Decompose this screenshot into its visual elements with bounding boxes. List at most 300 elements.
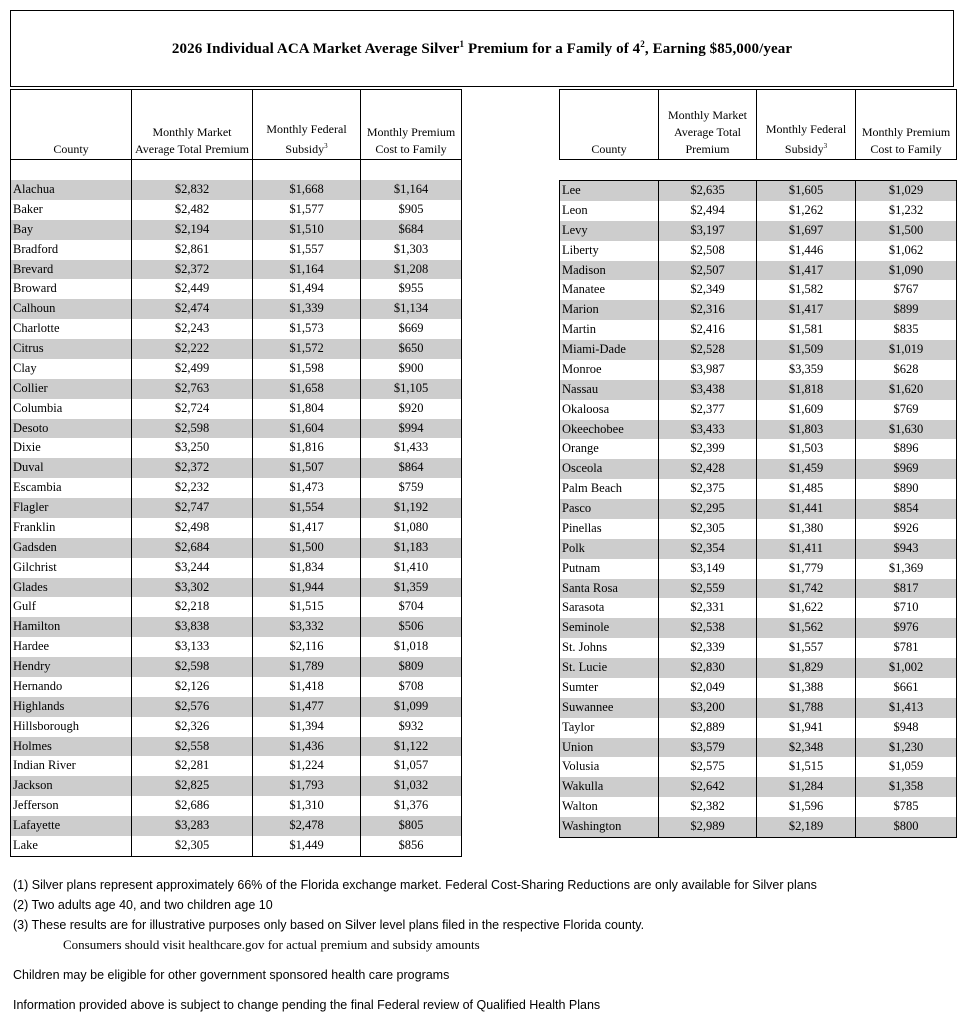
cost-cell: $1,413 (856, 698, 957, 718)
total-premium-cell: $3,244 (132, 558, 253, 578)
county-cell: Indian River (11, 756, 132, 776)
subsidy-cell: $1,604 (253, 419, 361, 439)
county-cell: St. Lucie (560, 658, 659, 678)
table-row (560, 380, 957, 400)
total-premium-cell: $2,684 (132, 538, 253, 558)
cost-cell: $817 (856, 579, 957, 599)
subsidy-cell: $1,788 (757, 698, 856, 718)
total-premium-cell: $2,825 (132, 776, 253, 796)
county-cell: Manatee (560, 280, 659, 300)
total-premium-cell: $3,200 (659, 698, 757, 718)
title-box (10, 10, 954, 87)
cost-cell: $854 (856, 499, 957, 519)
subsidy-cell: $1,394 (253, 717, 361, 737)
subsidy-cell: $1,789 (253, 657, 361, 677)
table-row (560, 777, 957, 797)
total-premium-cell: $2,498 (132, 518, 253, 538)
cost-cell: $905 (361, 200, 462, 220)
footnotes (13, 875, 953, 1015)
table-row (11, 339, 462, 359)
county-cell: Alachua (11, 180, 132, 200)
county-cell: Duval (11, 458, 132, 478)
cost-cell: $1,032 (361, 776, 462, 796)
subsidy-cell: $1,494 (253, 279, 361, 299)
total-premium-cell: $2,449 (132, 279, 253, 299)
cost-cell: $943 (856, 539, 957, 559)
table-row (11, 438, 462, 458)
table-row (11, 578, 462, 598)
cost-cell: $1,620 (856, 380, 957, 400)
cost-cell: $769 (856, 400, 957, 420)
table-row (11, 260, 462, 280)
total-premium-cell: $2,724 (132, 399, 253, 419)
cost-cell: $1,099 (361, 697, 462, 717)
county-cell: Lafayette (11, 816, 132, 836)
total-premium-cell: $2,499 (132, 359, 253, 379)
county-cell: Palm Beach (560, 479, 659, 499)
subsidy-cell: $2,116 (253, 637, 361, 657)
table-row (11, 240, 462, 260)
county-cell: Santa Rosa (560, 579, 659, 599)
subsidy-cell: $1,562 (757, 618, 856, 638)
subsidy-cell: $1,793 (253, 776, 361, 796)
table-row (11, 458, 462, 478)
disclaimer-note: Information provided above is subject to change pending the final Federal review of Qualified Health Plans (13, 998, 601, 1012)
table-row (11, 597, 462, 617)
subsidy-cell: $1,804 (253, 399, 361, 419)
subsidy-cell: $2,478 (253, 816, 361, 836)
total-premium-cell: $2,222 (132, 339, 253, 359)
table-row (560, 340, 957, 360)
table-row (11, 220, 462, 240)
subsidy-cell: $1,441 (757, 499, 856, 519)
cost-cell: $856 (361, 836, 462, 856)
total-premium-cell: $2,382 (659, 797, 757, 817)
total-premium-cell: $2,528 (659, 340, 757, 360)
county-cell: Hamilton (11, 617, 132, 637)
cost-cell: $1,359 (361, 578, 462, 598)
county-cell: Martin (560, 320, 659, 340)
county-cell: Citrus (11, 339, 132, 359)
cost-cell: $1,134 (361, 299, 462, 319)
county-cell: Brevard (11, 260, 132, 280)
subsidy-cell: $1,459 (757, 459, 856, 479)
total-premium-cell: $2,372 (132, 260, 253, 280)
table-row (560, 360, 957, 380)
county-cell: Charlotte (11, 319, 132, 339)
table-row (560, 241, 957, 261)
table-row (11, 737, 462, 757)
subsidy-cell: $1,515 (253, 597, 361, 617)
cost-cell: $708 (361, 677, 462, 697)
table-row (560, 718, 957, 738)
table-row (11, 200, 462, 220)
table-row (11, 279, 462, 299)
table-row (11, 498, 462, 518)
subsidy-cell: $3,332 (253, 617, 361, 637)
page-title: 2026 Individual ACA Market Average Silver$^1$ Premium for a Family of $4^2$, Earning $85,000/year (171, 39, 793, 57)
table-row (11, 399, 462, 419)
spacer-cell (659, 160, 757, 181)
subsidy-cell: $1,622 (757, 598, 856, 618)
total-premium-cell: $2,218 (132, 597, 253, 617)
cost-cell: $926 (856, 519, 957, 539)
county-cell: Lake (11, 836, 132, 856)
cost-header: Monthly Premium Cost to Family (856, 90, 957, 160)
total-premium-cell: $2,474 (132, 299, 253, 319)
cost-cell: $1,433 (361, 438, 462, 458)
subsidy-cell: $1,473 (253, 478, 361, 498)
table-row (11, 359, 462, 379)
cost-cell: $800 (856, 817, 957, 837)
footnote-1: (1) Silver plans represent approximately 66% of the Florida exchange market. Federal Cost-Sharing Reductions are only available for Silver plans (13, 878, 817, 892)
subsidy-cell: $1,941 (757, 718, 856, 738)
subsidy-cell: $1,697 (757, 221, 856, 241)
total-premium-cell: $2,889 (659, 718, 757, 738)
total-premium-cell: $3,149 (659, 559, 757, 579)
cost-cell: $684 (361, 220, 462, 240)
cost-cell: $932 (361, 717, 462, 737)
total-premium-cell: $2,428 (659, 459, 757, 479)
table-row (11, 836, 462, 856)
cost-cell: $864 (361, 458, 462, 478)
county-cell: Orange (560, 439, 659, 459)
county-header: County (560, 90, 659, 160)
table-row (11, 379, 462, 399)
county-cell: Nassau (560, 380, 659, 400)
county-cell: Leon (560, 201, 659, 221)
total-premium-header: Monthly Market Average Total Premium (132, 90, 253, 160)
cost-cell: $1,164 (361, 180, 462, 200)
subsidy-cell: $1,446 (757, 241, 856, 261)
subsidy-cell: $1,557 (757, 638, 856, 658)
county-cell: Jackson (11, 776, 132, 796)
cost-cell: $948 (856, 718, 957, 738)
table-spacer-row (560, 160, 957, 181)
county-cell: Pinellas (560, 519, 659, 539)
total-premium-cell: $2,559 (659, 579, 757, 599)
subsidy-cell: $1,164 (253, 260, 361, 280)
subsidy-cell: $1,582 (757, 280, 856, 300)
cost-cell: $661 (856, 678, 957, 698)
subsidy-cell: $1,598 (253, 359, 361, 379)
cost-cell: $976 (856, 618, 957, 638)
total-premium-cell: $2,598 (132, 419, 253, 439)
county-header: County (11, 90, 132, 160)
subsidy-cell: $1,507 (253, 458, 361, 478)
cost-cell: $920 (361, 399, 462, 419)
total-premium-cell: $2,558 (132, 737, 253, 757)
premium-table-left (10, 89, 462, 857)
cost-cell: $767 (856, 280, 957, 300)
cost-cell: $1,500 (856, 221, 957, 241)
county-cell: Hardee (11, 637, 132, 657)
total-premium-cell: $2,232 (132, 478, 253, 498)
subsidy-cell: $1,449 (253, 836, 361, 856)
county-cell: Columbia (11, 399, 132, 419)
county-cell: Levy (560, 221, 659, 241)
table-row (11, 756, 462, 776)
table-row (560, 598, 957, 618)
county-cell: Osceola (560, 459, 659, 479)
county-cell: Washington (560, 817, 659, 837)
cost-cell: $1,303 (361, 240, 462, 260)
total-premium-cell: $2,375 (659, 479, 757, 499)
total-premium-cell: $2,316 (659, 300, 757, 320)
table-row (11, 478, 462, 498)
subsidy-cell: $1,339 (253, 299, 361, 319)
cost-cell: $1,019 (856, 340, 957, 360)
table-row (560, 400, 957, 420)
spacer-cell (253, 160, 361, 181)
cost-cell: $785 (856, 797, 957, 817)
total-premium-cell: $2,326 (132, 717, 253, 737)
table-row (560, 698, 957, 718)
cost-cell: $809 (361, 657, 462, 677)
table-row (560, 320, 957, 340)
cost-cell: $1,059 (856, 757, 957, 777)
table-row (560, 678, 957, 698)
table-row (11, 518, 462, 538)
table-row (11, 657, 462, 677)
table-row (560, 221, 957, 241)
table-row (560, 479, 957, 499)
table-row (11, 637, 462, 657)
county-cell: Wakulla (560, 777, 659, 797)
total-premium-cell: $2,763 (132, 379, 253, 399)
county-cell: Broward (11, 279, 132, 299)
spacer-cell (11, 160, 132, 181)
county-cell: Gulf (11, 597, 132, 617)
cost-cell: $1,080 (361, 518, 462, 538)
subsidy-cell: $1,816 (253, 438, 361, 458)
subsidy-cell: $1,557 (253, 240, 361, 260)
table-row (560, 738, 957, 758)
county-cell: Glades (11, 578, 132, 598)
table-row (11, 617, 462, 637)
table-row (11, 717, 462, 737)
total-premium-cell: $2,243 (132, 319, 253, 339)
cost-cell: $1,192 (361, 498, 462, 518)
subsidy-cell: $1,572 (253, 339, 361, 359)
total-premium-cell: $2,635 (659, 181, 757, 201)
cost-cell: $890 (856, 479, 957, 499)
county-cell: Walton (560, 797, 659, 817)
table-row (11, 419, 462, 439)
subsidy-cell: $1,418 (253, 677, 361, 697)
county-cell: Marion (560, 300, 659, 320)
cost-cell: $900 (361, 359, 462, 379)
cost-cell: $1,630 (856, 420, 957, 440)
subsidy-cell: $1,380 (757, 519, 856, 539)
subsidy-cell: $1,803 (757, 420, 856, 440)
total-premium-cell: $2,331 (659, 598, 757, 618)
cost-cell: $506 (361, 617, 462, 637)
county-cell: Monroe (560, 360, 659, 380)
county-cell: Okaloosa (560, 400, 659, 420)
subsidy-cell: $1,388 (757, 678, 856, 698)
spacer-cell (856, 160, 957, 181)
table-row (11, 319, 462, 339)
cost-cell: $1,002 (856, 658, 957, 678)
table-row (560, 420, 957, 440)
total-premium-header: Monthly Market Average Total Premium (659, 90, 757, 160)
spacer-cell (132, 160, 253, 181)
table-row (11, 558, 462, 578)
subsidy-cell: $1,509 (757, 340, 856, 360)
subsidy-cell: $1,668 (253, 180, 361, 200)
subsidy-cell: $1,436 (253, 737, 361, 757)
county-cell: Gadsden (11, 538, 132, 558)
subsidy-cell: $1,742 (757, 579, 856, 599)
total-premium-cell: $2,507 (659, 261, 757, 281)
total-premium-cell: $3,283 (132, 816, 253, 836)
subsidy-cell: $1,577 (253, 200, 361, 220)
total-premium-cell: $2,126 (132, 677, 253, 697)
total-premium-cell: $3,838 (132, 617, 253, 637)
subsidy-cell: $1,485 (757, 479, 856, 499)
cost-header: Monthly Premium Cost to Family (361, 90, 462, 160)
total-premium-cell: $3,433 (659, 420, 757, 440)
county-cell: Hillsborough (11, 717, 132, 737)
cost-cell: $669 (361, 319, 462, 339)
county-cell: Collier (11, 379, 132, 399)
total-premium-cell: $3,197 (659, 221, 757, 241)
subsidy-cell: $1,224 (253, 756, 361, 776)
cost-cell: $1,105 (361, 379, 462, 399)
table-row (560, 618, 957, 638)
total-premium-cell: $2,482 (132, 200, 253, 220)
cost-cell: $1,232 (856, 201, 957, 221)
cost-cell: $628 (856, 360, 957, 380)
subsidy-cell: $1,411 (757, 539, 856, 559)
subsidy-cell: $1,818 (757, 380, 856, 400)
county-cell: Holmes (11, 737, 132, 757)
total-premium-cell: $2,399 (659, 439, 757, 459)
cost-cell: $1,183 (361, 538, 462, 558)
county-cell: Hendry (11, 657, 132, 677)
total-premium-cell: $2,642 (659, 777, 757, 797)
county-cell: Highlands (11, 697, 132, 717)
county-cell: Flagler (11, 498, 132, 518)
total-premium-cell: $3,438 (659, 380, 757, 400)
subsidy-cell: $1,829 (757, 658, 856, 678)
subsidy-cell: $1,310 (253, 796, 361, 816)
cost-cell: $1,208 (361, 260, 462, 280)
county-cell: Baker (11, 200, 132, 220)
table-row (560, 638, 957, 658)
county-cell: Liberty (560, 241, 659, 261)
subsidy-header: Monthly Federal Subsidy$^3$ (757, 90, 856, 160)
cost-cell: $955 (361, 279, 462, 299)
table-row (11, 776, 462, 796)
footnote-2: (2) Two adults age 40, and two children age 10 (13, 898, 273, 912)
cost-cell: $1,376 (361, 796, 462, 816)
subsidy-cell: $3,359 (757, 360, 856, 380)
county-cell: Sumter (560, 678, 659, 698)
subsidy-cell: $1,554 (253, 498, 361, 518)
county-cell: Polk (560, 539, 659, 559)
total-premium-cell: $2,686 (132, 796, 253, 816)
total-premium-cell: $2,538 (659, 618, 757, 638)
county-cell: Union (560, 738, 659, 758)
subsidy-cell: $1,944 (253, 578, 361, 598)
total-premium-cell: $2,295 (659, 499, 757, 519)
table-row (11, 796, 462, 816)
county-cell: St. Johns (560, 638, 659, 658)
total-premium-cell: $3,987 (659, 360, 757, 380)
county-cell: Sarasota (560, 598, 659, 618)
total-premium-cell: $2,832 (132, 180, 253, 200)
total-premium-cell: $2,305 (659, 519, 757, 539)
subsidy-cell: $1,779 (757, 559, 856, 579)
premium-table-right (559, 89, 957, 838)
table-row (11, 677, 462, 697)
total-premium-cell: $2,494 (659, 201, 757, 221)
subsidy-cell: $1,417 (757, 261, 856, 281)
county-cell: Lee (560, 181, 659, 201)
total-premium-cell: $2,354 (659, 539, 757, 559)
subsidy-cell: $2,189 (757, 817, 856, 837)
subsidy-cell: $1,834 (253, 558, 361, 578)
table-row (560, 559, 957, 579)
county-cell: Bradford (11, 240, 132, 260)
total-premium-cell: $2,747 (132, 498, 253, 518)
table-row (560, 658, 957, 678)
table-row (560, 439, 957, 459)
total-premium-cell: $3,250 (132, 438, 253, 458)
total-premium-cell: $2,194 (132, 220, 253, 240)
subsidy-cell: $1,500 (253, 538, 361, 558)
table-row (560, 579, 957, 599)
subsidy-cell: $1,596 (757, 797, 856, 817)
footnote-3: (3) These results are for illustrative purposes only based on Silver level plans filed in the respective Florida county. (13, 918, 645, 932)
county-cell: Escambia (11, 478, 132, 498)
table-row (560, 539, 957, 559)
county-cell: Calhoun (11, 299, 132, 319)
table-row (11, 299, 462, 319)
total-premium-cell: $2,377 (659, 400, 757, 420)
table-row (560, 300, 957, 320)
cost-cell: $805 (361, 816, 462, 836)
cost-cell: $899 (856, 300, 957, 320)
total-premium-cell: $3,302 (132, 578, 253, 598)
total-premium-cell: $3,579 (659, 738, 757, 758)
county-cell: Pasco (560, 499, 659, 519)
subsidy-cell: $1,581 (757, 320, 856, 340)
table-row (11, 816, 462, 836)
subsidy-cell: $1,262 (757, 201, 856, 221)
cost-cell: $781 (856, 638, 957, 658)
subsidy-cell: $1,605 (757, 181, 856, 201)
subsidy-cell: $1,417 (757, 300, 856, 320)
table-row (560, 817, 957, 837)
table-spacer-row (11, 160, 462, 181)
table-row (11, 180, 462, 200)
right-table-body (560, 160, 957, 838)
total-premium-cell: $2,281 (132, 756, 253, 776)
footnote-3-continued: Consumers should visit healthcare.gov for actual premium and subsidy amounts (63, 937, 480, 952)
cost-cell: $1,369 (856, 559, 957, 579)
table-row (560, 201, 957, 221)
spacer-cell (361, 160, 462, 181)
total-premium-cell: $2,305 (132, 836, 253, 856)
county-cell: Bay (11, 220, 132, 240)
subsidy-cell: $1,503 (757, 439, 856, 459)
table-row (560, 261, 957, 281)
subsidy-cell: $1,658 (253, 379, 361, 399)
total-premium-cell: $2,989 (659, 817, 757, 837)
